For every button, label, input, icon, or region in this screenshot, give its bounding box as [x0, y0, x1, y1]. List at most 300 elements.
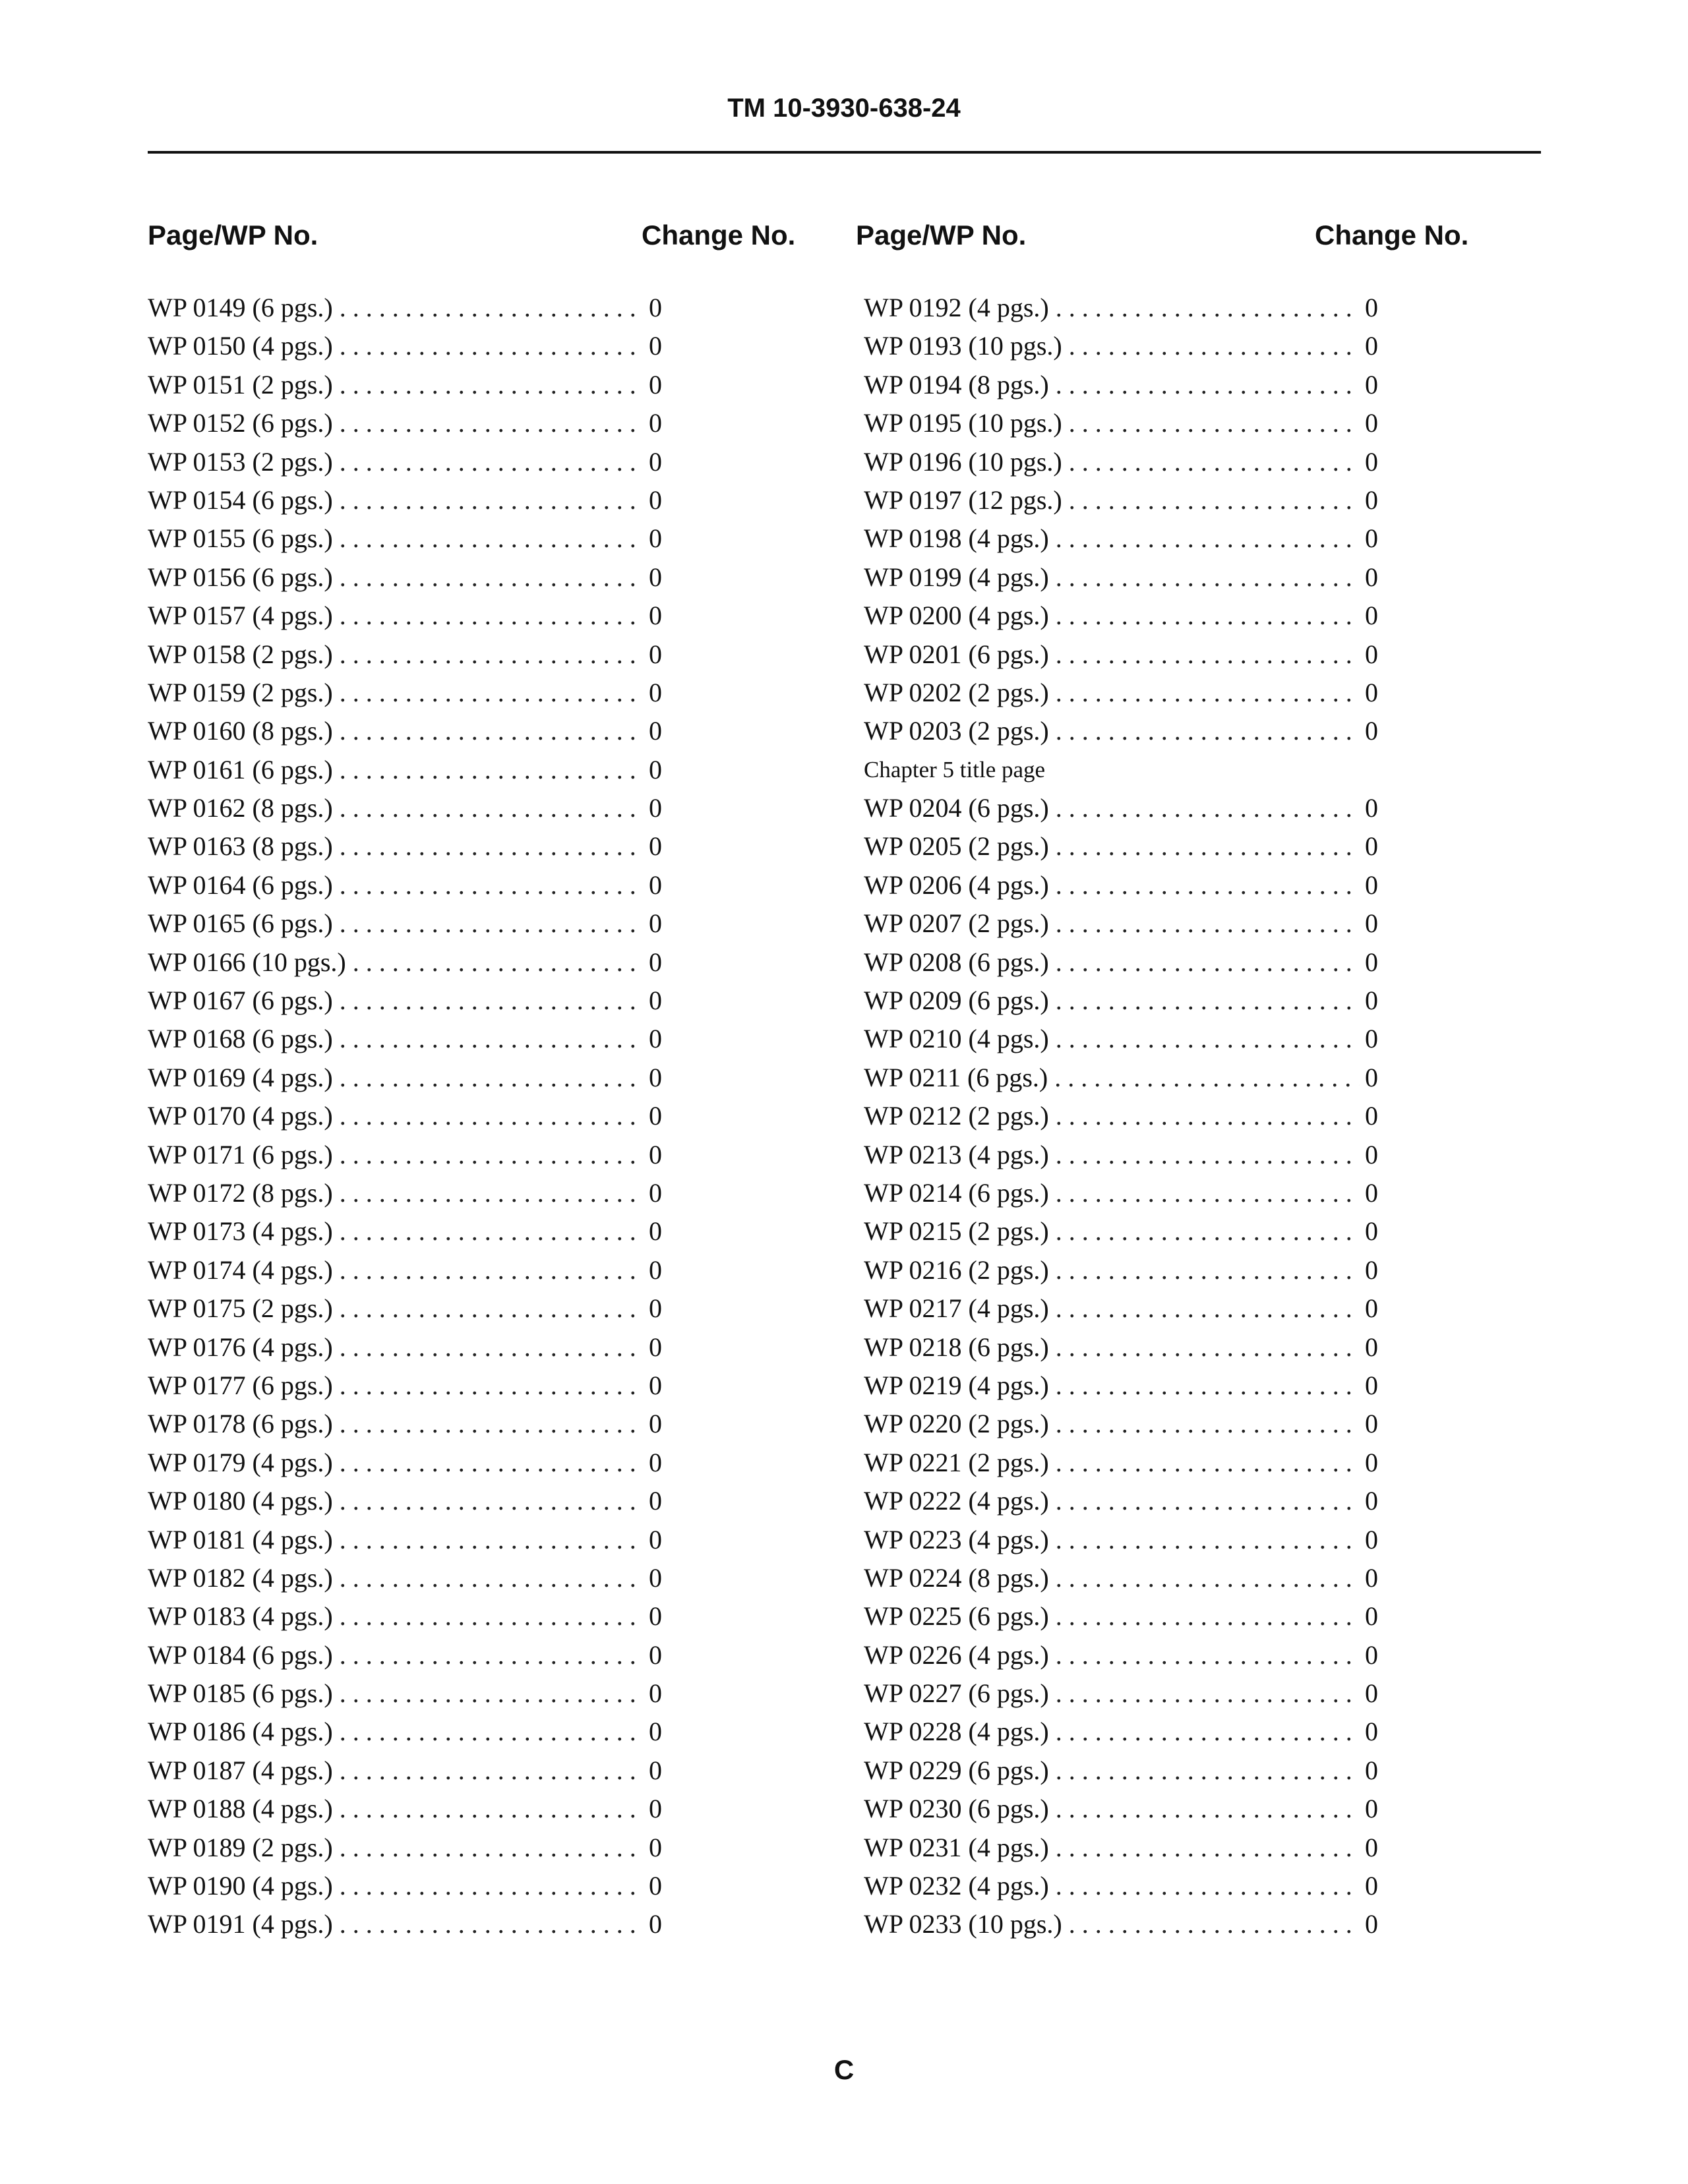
list-item	[864, 558, 1378, 597]
entry-change-number: 0	[1365, 1794, 1378, 1824]
entry-change-number: 0	[1365, 1177, 1378, 1208]
entry-label: WP 0214 (6 pgs.)	[864, 1177, 1049, 1208]
entry-label: WP 0172 (8 pgs.)	[148, 1177, 333, 1208]
entry-label: WP 0161 (6 pgs.)	[148, 754, 333, 784]
list-item	[864, 982, 1378, 1020]
list-item	[864, 1251, 1378, 1289]
dot-leader	[1056, 1097, 1360, 1135]
dot-leader	[1056, 1251, 1360, 1289]
entry-change-number: 0	[1365, 1293, 1378, 1324]
entry-change-number: 0	[649, 1177, 662, 1208]
entry-change-number: 0	[649, 870, 662, 900]
entry-change-number: 0	[1365, 1332, 1378, 1362]
entry-change-number: 0	[649, 1755, 662, 1785]
dot-leader	[340, 1521, 644, 1559]
list-item	[864, 1097, 1378, 1135]
entry-label: WP 0155 (6 pgs.)	[148, 523, 333, 554]
dot-leader	[340, 1790, 644, 1828]
dot-leader	[1056, 1289, 1360, 1328]
dot-leader	[340, 1482, 644, 1520]
list-item	[148, 1867, 662, 1905]
list-item	[864, 289, 1378, 327]
entry-label: WP 0205 (2 pgs.)	[864, 831, 1049, 862]
entry-label: WP 0206 (4 pgs.)	[864, 870, 1049, 900]
dot-leader	[340, 327, 644, 365]
dot-leader	[340, 712, 644, 750]
entry-label: WP 0191 (4 pgs.)	[148, 1909, 333, 1939]
dot-leader	[340, 982, 644, 1020]
entry-change-number: 0	[1365, 1370, 1378, 1400]
dot-leader	[340, 1829, 644, 1867]
list-item	[148, 1597, 662, 1636]
entry-label: WP 0220 (2 pgs.)	[864, 1409, 1049, 1439]
entry-change-number: 0	[1365, 1139, 1378, 1169]
dot-leader	[340, 443, 644, 481]
list-item	[864, 1867, 1378, 1905]
dot-leader	[1056, 1328, 1360, 1367]
list-item	[148, 1212, 662, 1251]
dot-leader	[1056, 597, 1360, 635]
dot-leader	[1069, 443, 1360, 481]
dot-leader	[1056, 1867, 1360, 1905]
list-item	[864, 827, 1378, 866]
list-item	[864, 1636, 1378, 1674]
list-item	[148, 827, 662, 866]
list-item	[864, 674, 1378, 712]
entry-change-number: 0	[1365, 1717, 1378, 1747]
entry-label: WP 0217 (4 pgs.)	[864, 1293, 1049, 1324]
list-item	[148, 1405, 662, 1443]
entry-change-number: 0	[1365, 1409, 1378, 1439]
entry-label: WP 0231 (4 pgs.)	[864, 1832, 1049, 1862]
entry-change-number: 0	[649, 485, 662, 515]
entry-change-number: 0	[649, 293, 662, 322]
entry-label: WP 0194 (8 pgs.)	[864, 369, 1049, 399]
entry-label: WP 0202 (2 pgs.)	[864, 677, 1049, 707]
dot-leader	[1056, 1597, 1360, 1636]
list-item	[864, 1212, 1378, 1251]
dot-leader	[1056, 904, 1360, 943]
entry-label: WP 0158 (2 pgs.)	[148, 639, 333, 669]
list-item	[148, 1444, 662, 1482]
list-item	[864, 1790, 1378, 1828]
list-item	[864, 712, 1378, 750]
entry-label: WP 0177 (6 pgs.)	[148, 1370, 333, 1400]
entry-label: WP 0162 (8 pgs.)	[148, 793, 333, 823]
entry-label: WP 0221 (2 pgs.)	[864, 1447, 1049, 1477]
list-item	[864, 1674, 1378, 1713]
dot-leader	[1056, 1713, 1360, 1751]
entry-label: WP 0149 (6 pgs.)	[148, 293, 333, 322]
list-item	[148, 404, 662, 442]
list-item	[148, 1367, 662, 1405]
dot-leader	[340, 1713, 644, 1751]
entry-label: WP 0152 (6 pgs.)	[148, 408, 333, 438]
dot-leader	[1056, 1136, 1360, 1174]
list-item	[864, 519, 1378, 558]
entry-label: WP 0165 (6 pgs.)	[148, 908, 333, 939]
dot-leader	[1056, 1444, 1360, 1482]
list-item	[148, 1905, 662, 1943]
list-item	[864, 1174, 1378, 1212]
dot-leader	[1056, 635, 1360, 674]
dot-leader	[1056, 1020, 1360, 1058]
entry-change-number: 0	[1365, 1447, 1378, 1477]
list-item	[148, 1136, 662, 1174]
entry-label: WP 0204 (6 pgs.)	[864, 793, 1049, 823]
list-item	[148, 366, 662, 404]
entry-label: WP 0153 (2 pgs.)	[148, 446, 333, 477]
list-item	[148, 1559, 662, 1597]
entry-label: WP 0200 (4 pgs.)	[864, 601, 1049, 631]
entry-label: WP 0167 (6 pgs.)	[148, 986, 333, 1016]
dot-leader	[1056, 982, 1360, 1020]
entry-label: WP 0233 (10 pgs.)	[864, 1909, 1062, 1939]
entry-label: WP 0164 (6 pgs.)	[148, 870, 333, 900]
dot-leader	[340, 1674, 644, 1713]
entry-change-number: 0	[649, 986, 662, 1016]
entry-change-number: 0	[1365, 639, 1378, 669]
list-item	[864, 1597, 1378, 1636]
entry-change-number: 0	[649, 754, 662, 784]
dot-leader	[340, 1636, 644, 1674]
entry-change-number: 0	[649, 1832, 662, 1862]
list-item	[864, 481, 1378, 519]
dot-leader	[340, 904, 644, 943]
entry-label: WP 0186 (4 pgs.)	[148, 1717, 333, 1747]
entry-label: WP 0212 (2 pgs.)	[864, 1101, 1049, 1131]
entry-change-number: 0	[1365, 1562, 1378, 1593]
list-item	[148, 289, 662, 327]
list-item	[148, 1174, 662, 1212]
entry-label: WP 0223 (4 pgs.)	[864, 1524, 1049, 1554]
dot-leader	[340, 827, 644, 866]
dot-leader	[340, 1597, 644, 1636]
list-item	[148, 1059, 662, 1097]
list-item	[864, 904, 1378, 943]
dot-leader	[1056, 827, 1360, 866]
dot-leader	[1056, 1212, 1360, 1251]
list-item	[864, 1752, 1378, 1790]
entry-change-number: 0	[1365, 831, 1378, 862]
entry-change-number: 0	[649, 1871, 662, 1901]
entry-label: WP 0228 (4 pgs.)	[864, 1717, 1049, 1747]
entry-change-number: 0	[1365, 1871, 1378, 1901]
list-item	[148, 982, 662, 1020]
dot-leader	[1056, 1521, 1360, 1559]
entry-change-number: 0	[1365, 601, 1378, 631]
entry-label: WP 0174 (4 pgs.)	[148, 1254, 333, 1285]
entry-change-number: 0	[1365, 1678, 1378, 1709]
dot-leader	[340, 1405, 644, 1443]
dot-leader	[1056, 789, 1360, 827]
entry-label: WP 0201 (6 pgs.)	[864, 639, 1049, 669]
section-heading-row	[864, 751, 1378, 789]
list-item	[148, 635, 662, 674]
entry-change-number: 0	[649, 1639, 662, 1670]
entry-label: WP 0159 (2 pgs.)	[148, 677, 333, 707]
entry-change-number: 0	[1365, 908, 1378, 939]
dot-leader	[1056, 1367, 1360, 1405]
entry-label: WP 0169 (4 pgs.)	[148, 1062, 333, 1092]
entry-label: WP 0230 (6 pgs.)	[864, 1794, 1049, 1824]
dot-leader	[340, 866, 644, 904]
entry-label: WP 0181 (4 pgs.)	[148, 1524, 333, 1554]
entry-change-number: 0	[649, 1409, 662, 1439]
entry-label: WP 0227 (6 pgs.)	[864, 1678, 1049, 1709]
entry-change-number: 0	[1365, 562, 1378, 592]
entry-label: WP 0154 (6 pgs.)	[148, 485, 333, 515]
entry-change-number: 0	[649, 831, 662, 862]
entry-label: WP 0193 (10 pgs.)	[864, 331, 1062, 361]
entry-label: WP 0211 (6 pgs.)	[864, 1062, 1048, 1092]
list-item	[148, 1829, 662, 1867]
entry-change-number: 0	[649, 716, 662, 746]
list-item	[864, 1482, 1378, 1520]
dot-leader	[340, 751, 644, 789]
entry-label: WP 0157 (4 pgs.)	[148, 601, 333, 631]
list-item	[148, 1482, 662, 1520]
entry-label: WP 0184 (6 pgs.)	[148, 1639, 333, 1670]
list-item	[864, 1289, 1378, 1328]
entry-label: WP 0232 (4 pgs.)	[864, 1871, 1049, 1901]
entry-change-number: 0	[1365, 1254, 1378, 1285]
dot-leader	[1056, 1559, 1360, 1597]
dot-leader	[1069, 1905, 1360, 1943]
dot-leader	[353, 943, 644, 982]
entry-label: WP 0195 (10 pgs.)	[864, 408, 1062, 438]
entry-change-number: 0	[1365, 1101, 1378, 1131]
entry-change-number: 0	[1365, 1486, 1378, 1516]
list-item	[864, 1328, 1378, 1367]
dot-leader	[340, 1559, 644, 1597]
entry-label: WP 0224 (8 pgs.)	[864, 1562, 1049, 1593]
entry-label: WP 0173 (4 pgs.)	[148, 1216, 333, 1247]
entry-change-number: 0	[1365, 677, 1378, 707]
dot-leader	[340, 674, 644, 712]
list-item	[864, 1405, 1378, 1443]
entry-change-number: 0	[1365, 793, 1378, 823]
entry-label: Chapter 5 title page	[864, 756, 1046, 782]
dot-leader	[1069, 327, 1360, 365]
entry-change-number: 0	[1365, 986, 1378, 1016]
entry-label: WP 0197 (12 pgs.)	[864, 485, 1062, 515]
dot-leader	[340, 1059, 644, 1097]
entry-label: WP 0192 (4 pgs.)	[864, 293, 1049, 322]
list-item	[864, 1367, 1378, 1405]
dot-leader	[340, 481, 644, 519]
entry-change-number: 0	[649, 677, 662, 707]
left-entry-list	[148, 289, 662, 1944]
entry-label: WP 0216 (2 pgs.)	[864, 1254, 1049, 1285]
entry-change-number: 0	[1365, 408, 1378, 438]
entry-change-number: 0	[649, 523, 662, 554]
entry-change-number: 0	[649, 1370, 662, 1400]
entry-change-number: 0	[1365, 446, 1378, 477]
list-item	[148, 789, 662, 827]
entry-change-number: 0	[1365, 870, 1378, 900]
list-item	[864, 1521, 1378, 1559]
entry-change-number: 0	[649, 1794, 662, 1824]
entry-change-number: 0	[649, 331, 662, 361]
entry-label: WP 0175 (2 pgs.)	[148, 1293, 333, 1324]
entry-change-number: 0	[649, 408, 662, 438]
entry-label: WP 0198 (4 pgs.)	[864, 523, 1049, 554]
entry-change-number: 0	[1365, 369, 1378, 399]
entry-change-number: 0	[649, 369, 662, 399]
list-item	[148, 1790, 662, 1828]
list-item	[864, 327, 1378, 365]
dot-leader	[1056, 1636, 1360, 1674]
entry-change-number: 0	[1365, 1755, 1378, 1785]
list-item	[148, 327, 662, 365]
entry-label: WP 0209 (6 pgs.)	[864, 986, 1049, 1016]
list-item	[148, 943, 662, 982]
list-item	[148, 519, 662, 558]
list-item	[148, 1289, 662, 1328]
entry-change-number: 0	[1365, 1216, 1378, 1247]
entry-change-number: 0	[1365, 1601, 1378, 1632]
entry-change-number: 0	[649, 1332, 662, 1362]
entry-change-number: 0	[1365, 1024, 1378, 1054]
list-item	[148, 597, 662, 635]
dot-leader	[1056, 1752, 1360, 1790]
dot-leader	[340, 1444, 644, 1482]
list-item	[864, 943, 1378, 982]
list-item	[864, 866, 1378, 904]
list-item	[148, 904, 662, 943]
list-item	[864, 597, 1378, 635]
entry-change-number: 0	[1365, 331, 1378, 361]
entry-change-number: 0	[1365, 716, 1378, 746]
dot-leader	[340, 1367, 644, 1405]
entry-label: WP 0203 (2 pgs.)	[864, 716, 1049, 746]
entry-change-number: 0	[649, 1216, 662, 1247]
entry-change-number: 0	[649, 562, 662, 592]
list-item	[148, 674, 662, 712]
entry-change-number: 0	[1365, 1524, 1378, 1554]
entry-label: WP 0150 (4 pgs.)	[148, 331, 333, 361]
entry-change-number: 0	[649, 1101, 662, 1131]
dot-leader	[340, 597, 644, 635]
list-item	[864, 1020, 1378, 1058]
entry-label: WP 0156 (6 pgs.)	[148, 562, 333, 592]
list-item	[148, 1097, 662, 1135]
entry-change-number: 0	[1365, 1639, 1378, 1670]
entry-label: WP 0168 (6 pgs.)	[148, 1024, 333, 1054]
dot-leader	[340, 366, 644, 404]
list-item	[864, 1713, 1378, 1751]
list-item	[148, 712, 662, 750]
list-item	[864, 404, 1378, 442]
entry-label: WP 0219 (4 pgs.)	[864, 1370, 1049, 1400]
entry-label: WP 0210 (4 pgs.)	[864, 1024, 1049, 1054]
entry-change-number: 0	[649, 639, 662, 669]
page-letter: C	[833, 2054, 855, 2085]
dot-leader	[1056, 289, 1360, 327]
entry-change-number: 0	[649, 1447, 662, 1477]
header-rule	[148, 151, 1541, 154]
entry-label: WP 0185 (6 pgs.)	[148, 1678, 333, 1709]
entry-label: WP 0229 (6 pgs.)	[864, 1755, 1049, 1785]
entry-label: WP 0160 (8 pgs.)	[148, 716, 333, 746]
dot-leader	[1056, 558, 1360, 597]
entry-change-number: 0	[649, 1601, 662, 1632]
entry-label: WP 0176 (4 pgs.)	[148, 1332, 333, 1362]
entry-label: WP 0189 (2 pgs.)	[148, 1832, 333, 1862]
list-item	[148, 1020, 662, 1058]
dot-leader	[340, 1867, 644, 1905]
dot-leader	[1056, 1829, 1360, 1867]
dot-leader	[340, 1752, 644, 1790]
entry-label: WP 0182 (4 pgs.)	[148, 1562, 333, 1593]
dot-leader	[1056, 712, 1360, 750]
entry-label: WP 0207 (2 pgs.)	[864, 908, 1049, 939]
left-change-column-header: Change No.	[642, 220, 796, 251]
list-item	[864, 1059, 1378, 1097]
list-item	[148, 1521, 662, 1559]
entry-label: WP 0199 (4 pgs.)	[864, 562, 1049, 592]
list-item	[148, 751, 662, 789]
dot-leader	[1056, 366, 1360, 404]
dot-leader	[1069, 404, 1360, 442]
entry-label: WP 0151 (2 pgs.)	[148, 369, 333, 399]
entry-change-number: 0	[1365, 1832, 1378, 1862]
right-entry-list	[864, 289, 1378, 1944]
dot-leader	[1056, 1482, 1360, 1520]
list-item	[864, 1829, 1378, 1867]
entry-label: WP 0178 (6 pgs.)	[148, 1409, 333, 1439]
dot-leader	[340, 519, 644, 558]
entry-change-number: 0	[649, 1678, 662, 1709]
dot-leader	[340, 635, 644, 674]
list-item	[864, 1559, 1378, 1597]
entry-label: WP 0170 (4 pgs.)	[148, 1101, 333, 1131]
entry-label: WP 0190 (4 pgs.)	[148, 1871, 333, 1901]
entry-change-number: 0	[1365, 293, 1378, 322]
dot-leader	[1056, 866, 1360, 904]
entry-change-number: 0	[649, 1024, 662, 1054]
entry-label: WP 0196 (10 pgs.)	[864, 446, 1062, 477]
entry-label: WP 0218 (6 pgs.)	[864, 1332, 1049, 1362]
list-item	[148, 1328, 662, 1367]
list-item	[864, 635, 1378, 674]
list-item	[148, 558, 662, 597]
list-item	[148, 1251, 662, 1289]
list-item	[864, 789, 1378, 827]
entry-change-number: 0	[649, 1139, 662, 1169]
entry-change-number: 0	[649, 1293, 662, 1324]
list-item	[864, 1444, 1378, 1482]
entry-change-number: 0	[649, 793, 662, 823]
dot-leader	[340, 404, 644, 442]
entry-label: WP 0188 (4 pgs.)	[148, 1794, 333, 1824]
dot-leader	[340, 1905, 644, 1943]
left-page-column-header: Page/WP No.	[148, 220, 318, 251]
entry-change-number: 0	[649, 1524, 662, 1554]
dot-leader	[1056, 674, 1360, 712]
list-item	[148, 443, 662, 481]
entry-change-number: 0	[1365, 485, 1378, 515]
dot-leader	[340, 1097, 644, 1135]
right-page-column-header: Page/WP No.	[856, 220, 1027, 251]
entry-label: WP 0180 (4 pgs.)	[148, 1486, 333, 1516]
list-item	[148, 481, 662, 519]
dot-leader	[340, 789, 644, 827]
dot-leader	[1056, 1674, 1360, 1713]
list-item	[148, 866, 662, 904]
entry-change-number: 0	[649, 1909, 662, 1939]
